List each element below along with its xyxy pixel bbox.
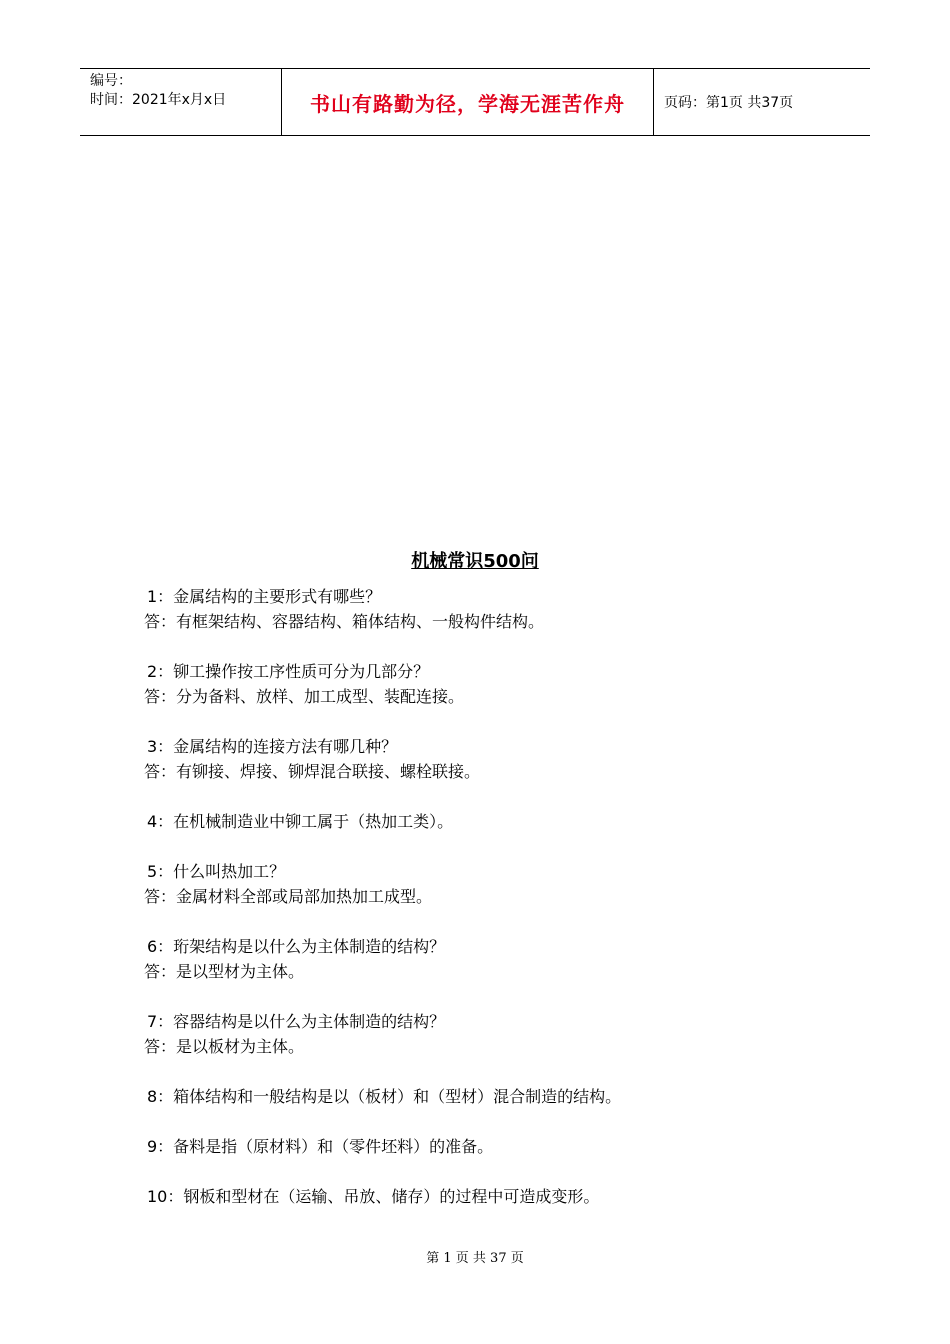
- motto: 书山有路勤为径，学海无涯苦作舟: [310, 91, 625, 116]
- number-label: 编号：: [90, 73, 132, 89]
- qa-item: [144, 659, 844, 709]
- header-meta: [80, 69, 281, 135]
- qa-item: [144, 934, 844, 984]
- question: 10：钢板和型材在（运输、吊放、储存）的过程中可造成变形。: [147, 1187, 600, 1206]
- question: 5：什么叫热加工？: [147, 862, 286, 881]
- question: 3：金属结构的连接方法有哪几种？: [147, 737, 398, 756]
- header-motto-cell: [281, 69, 654, 135]
- page-header: [80, 68, 870, 136]
- question: 8：箱体结构和一般结构是以（板材）和（型材）混合制造的结构。: [147, 1087, 622, 1106]
- qa-item: [144, 584, 844, 634]
- document-title: 机械常识500问: [411, 551, 539, 572]
- answer: 答：是以板材为主体。: [144, 1037, 305, 1056]
- qa-item: [144, 1184, 844, 1209]
- qa-item: [144, 1084, 844, 1109]
- qa-item: [144, 1134, 844, 1159]
- question: 9：备料是指（原材料）和（零件坯料）的准备。: [147, 1137, 494, 1156]
- qa-item: [144, 1009, 844, 1059]
- question: 7：容器结构是以什么为主体制造的结构？: [147, 1012, 446, 1031]
- qa-list: [144, 584, 844, 1234]
- page-info: 页码：第1页 共37页: [664, 95, 794, 111]
- answer: 答：有框架结构、容器结构、箱体结构、一般构件结构。: [144, 612, 545, 631]
- qa-item: [144, 734, 844, 784]
- answer: 答：分为备料、放样、加工成型、装配连接。: [144, 687, 465, 706]
- answer: 答：金属材料全部或局部加热加工成型。: [144, 887, 433, 906]
- header-page-cell: [654, 69, 870, 135]
- qa-item: [144, 809, 844, 834]
- question: 2：铆工操作按工序性质可分为几部分？: [147, 662, 430, 681]
- qa-item: [144, 859, 844, 909]
- time-label: 时间：2021年x月x日: [90, 92, 227, 108]
- page-footer: 第 1 页 共 37 页: [426, 1251, 524, 1266]
- question: 1：金属结构的主要形式有哪些？: [147, 587, 382, 606]
- answer: 答：是以型材为主体。: [144, 962, 305, 981]
- question: 4：在机械制造业中铆工属于（热加工类）。: [147, 812, 454, 831]
- question: 6：珩架结构是以什么为主体制造的结构？: [147, 937, 446, 956]
- answer: 答：有铆接、焊接、铆焊混合联接、螺栓联接。: [144, 762, 481, 781]
